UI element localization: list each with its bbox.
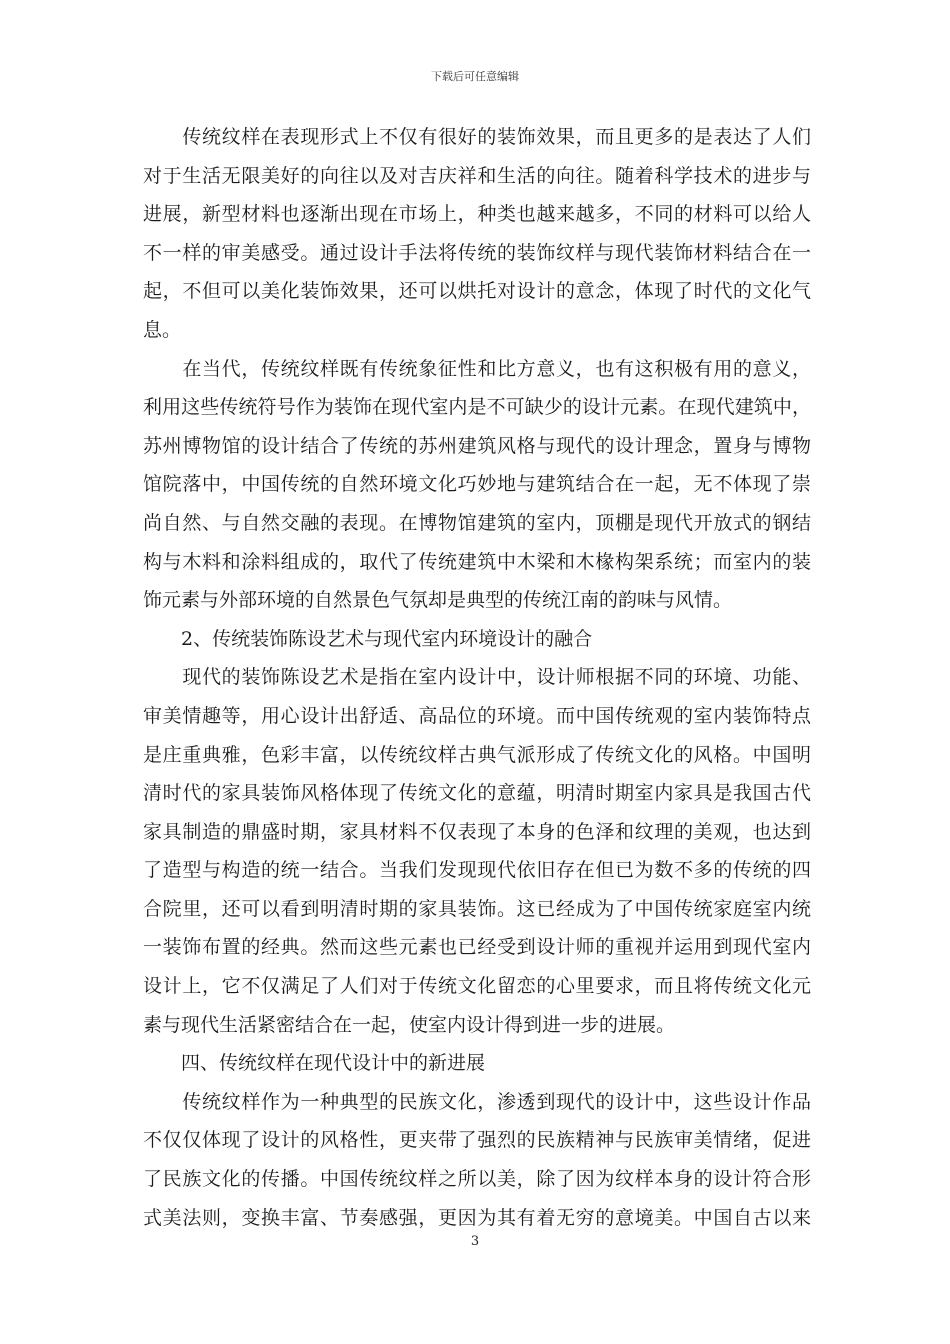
- text-line: 利用这些传统符号作为装饰在现代室内是不可缺少的设计元素。在现代建筑中，: [143, 396, 811, 419]
- text-line: 尚自然、与自然交融的表现。在博物馆建筑的室内，顶棚是现代开放式的钢结: [143, 511, 811, 534]
- text-line: 素与现代生活紧密结合在一起，使室内设计得到进一步的进展。: [143, 1013, 676, 1036]
- text-line: 家具制造的鼎盛时期，家具材料不仅表现了本身的色泽和纹理的美观，也达到: [143, 820, 811, 843]
- document-body: [143, 118, 811, 1237]
- text-line: 四、传统纹样在现代设计中的新进展: [143, 1052, 486, 1075]
- text-line: 合院里，还可以看到明清时期的家具装饰。这已经成为了中国传统家庭室内统: [143, 897, 811, 920]
- text-line: 起，不但可以美化装饰效果，还可以烘托对设计的意念，体现了时代的文化气: [143, 280, 811, 303]
- text-line: 构与木料和涂料组成的，取代了传统建筑中木梁和木椽构架系统；而室内的装: [143, 550, 811, 573]
- text-line: 息。: [143, 318, 182, 341]
- page-header: 下载后可任意编辑: [431, 70, 519, 83]
- text-line: 清时代的家具装饰风格体现了传统文化的意蕴，明清时期室内家具是我国古代: [143, 782, 811, 805]
- text-line: 不仅仅体现了设计的风格性，更夹带了强烈的民族精神与民族审美情绪，促进: [143, 1129, 811, 1152]
- text-line: 式美法则，变换丰富、节奏感强，更因为其有着无穷的意境美。中国自古以来: [143, 1206, 811, 1229]
- text-line: 不一样的审美感受。通过设计手法将传统的装饰纹样与现代装饰材料结合在一: [143, 241, 811, 264]
- text-line: 了造型与构造的统一结合。当我们发现现代依旧存在但已为数不多的传统的四: [143, 859, 811, 882]
- text-line: 现代的装饰陈设艺术是指在室内设计中，设计师根据不同的环境、功能、: [143, 666, 811, 689]
- page-number: 3: [470, 1234, 480, 1249]
- text-line: 饰元素与外部环境的自然景色气氛却是典型的传统江南的韵味与风情。: [143, 589, 733, 612]
- text-line: 传统纹样在表现形式上不仅有很好的装饰效果，而且更多的是表达了人们: [143, 126, 811, 148]
- text-line: 传统纹样作为一种典型的民族文化，渗透到现代的设计中，这些设计作品: [143, 1090, 811, 1113]
- text-line: 一装饰布置的经典。然而这些元素也已经受到设计师的重视并运用到现代室内: [143, 936, 811, 959]
- text-line: 对于生活无限美好的向往以及对吉庆祥和生活的向往。随着科学技术的进步与: [143, 164, 811, 187]
- text-line: 设计上，它不仅满足了人们对于传统文化留恋的心里要求，而且将传统文化元: [143, 975, 811, 998]
- text-line: 在当代，传统纹样既有传统象征性和比方意义，也有这积极有用的意义，: [143, 357, 811, 380]
- text-line: 进展，新型材料也逐渐出现在市场上，种类也越来越多，不同的材料可以给人: [143, 203, 811, 226]
- text-line: 是庄重典雅，色彩丰富，以传统纹样古典气派形成了传统文化的风格。中国明: [143, 743, 811, 766]
- text-line: 审美情趣等，用心设计出舒适、高品位的环境。而中国传统观的室内装饰特点: [143, 704, 811, 727]
- text-line: 了民族文化的传播。中国传统纹样之所以美，除了因为纹样本身的设计符合形: [143, 1168, 811, 1191]
- text-line: 苏州博物馆的设计结合了传统的苏州建筑风格与现代的设计理念，置身与博物: [143, 434, 811, 457]
- text-line: 馆院落中，中国传统的自然环境文化巧妙地与建筑结合在一起，无不体现了崇: [143, 473, 811, 496]
- text-line: 2、传统装饰陈设艺术与现代室内环境设计的融合: [143, 627, 593, 650]
